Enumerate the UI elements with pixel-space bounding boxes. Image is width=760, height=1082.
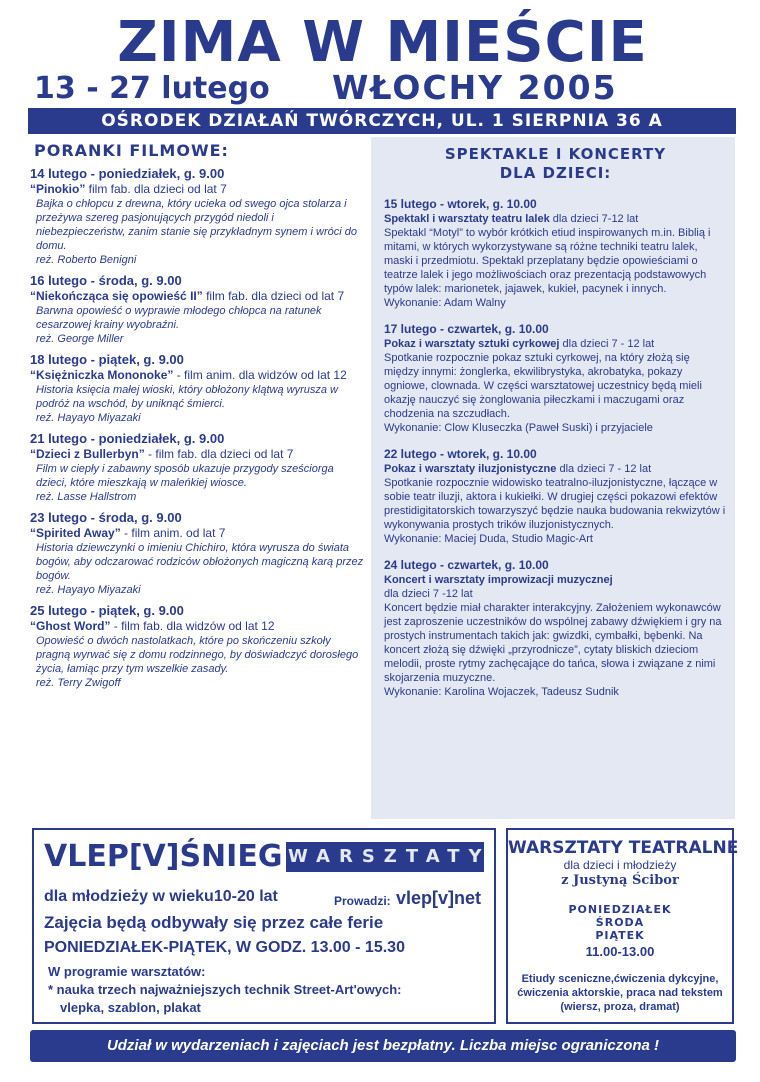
film-title: “Księżniczka Mononoke” [30, 368, 174, 382]
workshop-program-item-continued: vlepka, szablon, plakat [60, 1000, 201, 1015]
film-heading [30, 526, 366, 541]
film-title: “Pinokio” [30, 182, 86, 196]
shows-section [371, 137, 735, 819]
theatre-workshop-box [506, 828, 739, 1024]
workshop-tag [286, 842, 491, 872]
shows-title [384, 145, 727, 183]
film-description: Opowieść o dwóch nastolatkach, które po skończeniu szkoły pragną wyrwać się z domu rodzinnego, by doświadczyć dorosłego życia, łamiąc przy tym wszelkie zasady. [36, 635, 359, 675]
film-mornings-section [30, 140, 366, 696]
film-date: 18 lutego - piątek, g. 9.00 [30, 352, 184, 367]
film-description: Barwna opowieść o wyprawie młodego chłopca na ratunek cesarzowej krainy wyobraźni. [36, 305, 322, 331]
show-item [384, 447, 727, 546]
film-info: film fab. dla dzieci od lat 7 [85, 182, 227, 196]
show-heading [384, 573, 727, 587]
workshop-hours: PONIEDZIAŁEK-PIĄTEK, W GODZ. 13.00 - 15.30 [44, 939, 405, 956]
film-director: reż. Roberto Benigni [36, 254, 137, 266]
theatre-day: PONIEDZIAŁEK [568, 903, 672, 916]
show-description: Spektakl “Motyl” to wybór krótkich etiud inspirowanych m.in. Biblią i mitami, w których wykorzystywane są różne techniki teatru lalek, maski i przedmiotu. Spektakl przeplatany będzie opowieściami o teatrze lalek i jego możliwościach oraz prezentacją podstawowych typów lalek: marionetek, jajawek, kukieł, pacynek i innych. [384, 227, 711, 295]
film-info: - film anim. od lat 7 [120, 526, 226, 540]
show-info: dla dzieci 7 - 12 lat [559, 338, 655, 350]
film-info: - film fab. dla widzów od lat 12 [110, 619, 275, 633]
film-info: - film anim. dla widzów od lat 12 [173, 368, 347, 382]
poster-title: ZIMA W MIEŚCIE [117, 10, 648, 75]
film-item [30, 510, 366, 597]
workshop-name: VLEP[V]ŚNIEG [44, 839, 283, 874]
theatre-time: 11.00-13.00 [585, 944, 655, 959]
film-title: “Spirited Away” [30, 526, 121, 540]
film-director: reż. Terry Zwigoff [36, 677, 121, 689]
film-title: “Ghost Word” [30, 619, 111, 633]
show-item [384, 322, 727, 435]
film-title: “Niekończąca się opowieść II” [30, 289, 203, 303]
film-heading [30, 368, 366, 383]
show-info: dla dzieci 7 - 12 lat [556, 463, 652, 475]
show-heading [384, 462, 727, 476]
show-item [384, 197, 727, 310]
event-dates: 13 - 27 lutego [34, 71, 270, 106]
show-date: 22 lutego - wtorek, g. 10.00 [384, 447, 537, 461]
event-place: WŁOCHY 2005 [332, 68, 618, 107]
show-title: Koncert i warsztaty improwizacji muzycznej [384, 574, 613, 586]
theatre-host: z Justyną Ścibor [561, 873, 679, 888]
workshop-program-item: * nauka trzech najważniejszych technik Street-Art'owych: [48, 982, 402, 997]
workshop-info: Zajęcia będą odbywały się przez całe ferie [44, 913, 384, 932]
workshop-lead: vlep[v]net [396, 888, 482, 908]
show-title: Pokaz i warsztaty iluzjonistyczne [384, 463, 557, 475]
street-art-workshop-box [32, 828, 496, 1024]
film-info: film fab. dla dzieci od lat 7 [202, 289, 345, 303]
theatre-description: Etiudy sceniczne,ćwiczenia dykcyjne, ćwiczenia aktorskie, praca nad tekstem (wiersz, proza, dramat) [517, 973, 723, 1013]
venue-bar: OŚRODEK DZIAŁAŃ TWÓRCZYCH, UL. 1 SIERPNIA 36 A [28, 108, 736, 134]
film-director: reż. Lasse Hallstrom [36, 491, 137, 503]
workshop-tag-text: WARSZTATY [288, 846, 491, 867]
film-heading [30, 289, 366, 304]
show-date: 15 lutego - wtorek, g. 10.00 [384, 197, 537, 211]
film-heading [30, 447, 366, 462]
show-title: Pokaz i warsztaty sztuki cyrkowej [384, 338, 560, 350]
film-description: Film w ciepły i zabawny sposób ukazuje przygody sześciorga dzieci, które mieszkają w maleńkiej wiosce. [36, 463, 334, 489]
film-description: Historia księcia małej wioski, który obłożony klątwą wyrusza w podróż na wschód, by uniknąć śmierci. [36, 384, 338, 410]
film-mornings-title: PORANKI FILMOWE: [34, 141, 229, 160]
workshop-program-label: W programie warsztatów: [48, 964, 206, 979]
theatre-day: PIĄTEK [595, 929, 645, 942]
film-item [30, 603, 366, 690]
film-description: Bajka o chłopcu z drewna, który ucieka od swego ojca stolarza i przeżywa szereg pasjonujących przygód niedoli i niebezpieczeństw, zanim stanie się przykładnym synem i wróci do domu. [36, 198, 357, 252]
film-heading [30, 182, 366, 197]
film-date: 14 lutego - poniedziałek, g. 9.00 [30, 166, 225, 181]
film-heading [30, 619, 366, 634]
show-info: dla dzieci 7 -12 lat [384, 588, 473, 600]
film-item [30, 431, 366, 504]
show-title: Spektakl i warsztaty teatru lalek [384, 213, 550, 225]
show-item [384, 558, 727, 699]
show-date: 24 lutego - czwartek, g. 10.00 [384, 558, 549, 572]
show-description: Spotkanie rozpocznie widowisko teatralno-iluzjonistyczne, łączące w sobie teatr iluzji, aktora i kukiełki. W drugiej części pokazowi efektów prestidigitatorskich towarzyszyć będzie nauka budowania rekwizytów i wykonywania prostych trików iluzjonistycznych. [384, 477, 726, 531]
workshop-lead-label: Prowadzi: [334, 894, 391, 908]
show-performer: Wykonanie: Maciej Duda, Studio Magic-Art [384, 533, 593, 545]
show-date: 17 lutego - czwartek, g. 10.00 [384, 322, 549, 336]
show-performer: Wykonanie: Karolina Wojaczek, Tadeusz Sudnik [384, 686, 619, 698]
show-description: Koncert będzie miał charakter interakcyjny. Założeniem wykonawców jest zaproszenie uczestników do wspólnej zabawy dźwiękiem i gry na prostych instrumentach takich jak: gwizdki, cymbałki, bębenki. Na koncert złożą się dźwięki „przyrodnicze”, cytaty bliskich dzieciom melodii, proste rytmy zachęcające do tańca, słowa i związane z nimi skojarzenia muzyczne. [384, 602, 722, 684]
film-title: “Dzieci z Bullerbyn” [30, 447, 145, 461]
film-date: 23 lutego - środa, g. 9.00 [30, 510, 182, 525]
show-performer: Wykonanie: Clow Kluseczka (Paweł Suski) i przyjaciele [384, 422, 653, 434]
show-heading [384, 212, 727, 226]
film-date: 16 lutego - środa, g. 9.00 [30, 273, 182, 288]
film-director: reż. George Miller [36, 333, 124, 345]
shows-title-line-1: SPEKTAKLE I KONCERTY [444, 145, 667, 163]
theatre-title: WARSZTATY TEATRALNE [508, 838, 739, 858]
show-info: dla dzieci 7-12 lat [549, 213, 639, 225]
film-date: 25 lutego - piątek, g. 9.00 [30, 603, 184, 618]
show-heading [384, 337, 727, 351]
film-date: 21 lutego - poniedziałek, g. 9.00 [30, 431, 225, 446]
film-director: reż. Hayayo Miyazaki [36, 412, 141, 424]
footer-notice: Udział w wydarzeniach i zajęciach jest bezpłatny. Liczba miejsc ograniczona ! [30, 1030, 736, 1062]
film-description: Historia dziewczynki o imieniu Chichiro, która wyrusza do świata bogów, aby odczarować rodziców obłożonych magiczną karą przez bogów. [36, 542, 364, 582]
theatre-day: ŚRODA [595, 916, 645, 929]
film-director: reż. Hayayo Miyazaki [36, 584, 141, 596]
film-item [30, 273, 366, 346]
film-item [30, 166, 366, 267]
film-item [30, 352, 366, 425]
theatre-audience: dla dzieci i młodzieży [563, 858, 677, 872]
show-description: Spotkanie rozpocznie pokaz sztuki cyrkowej, na który złożą się między innymi: żonglerka, ekwilibrystyka, akrobatyka, pokazy ogniowe, clownada. W części warsztatowej uczestnicy będą mieli okazję nauczyć się żonglowania piłeczkami i maczugami oraz chodzenia na szczudłach. [384, 352, 702, 420]
shows-title-line-2: DLA DZIECI: [499, 164, 612, 182]
workshop-age: dla młodzieży w wieku10-20 lat [44, 888, 278, 905]
show-performer: Wykonanie: Adam Walny [384, 297, 506, 309]
theatre-days [508, 903, 732, 942]
film-info: - film fab. dla dzieci od lat 7 [144, 447, 294, 461]
